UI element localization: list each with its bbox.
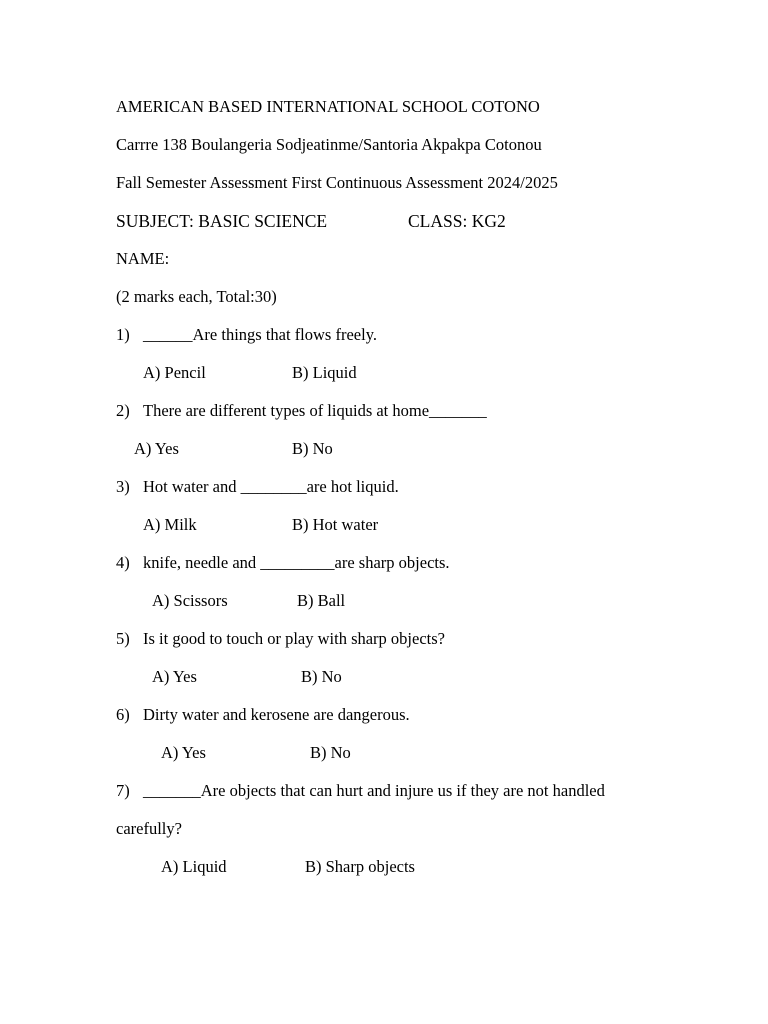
question-number: 1): [116, 325, 130, 344]
option-b: B) Hot water: [292, 515, 379, 534]
question-number: 3): [116, 477, 130, 496]
school-address: Carrre 138 Boulangeria Sodjeatinme/Santoria Akpakpa Cotonou: [116, 135, 542, 154]
class-label: CLASS: KG2: [408, 211, 506, 231]
question-text: Dirty water and kerosene are dangerous.: [143, 705, 410, 724]
option-b: B) No: [292, 439, 333, 458]
option-a: A) Milk: [143, 515, 197, 534]
option-b: B) Sharp objects: [305, 857, 415, 876]
question-number: 5): [116, 629, 130, 648]
option-a: A) Scissors: [152, 591, 228, 610]
option-a: A) Pencil: [143, 363, 206, 382]
question-text: _______Are objects that can hurt and injure us if they are not handled: [143, 781, 605, 800]
question-text: Hot water and ________are hot liquid.: [143, 477, 399, 496]
option-b: B) No: [301, 667, 342, 686]
question-number: 6): [116, 705, 130, 724]
question-text: There are different types of liquids at home_______: [143, 401, 487, 420]
option-b: B) Ball: [297, 591, 346, 610]
assessment-title: Fall Semester Assessment First Continuous Assessment 2024/2025: [116, 173, 558, 192]
option-a: A) Liquid: [161, 857, 227, 876]
option-a: A) Yes: [134, 439, 179, 458]
question-text: knife, needle and _________are sharp objects.: [143, 553, 450, 572]
subject-label: SUBJECT: BASIC SCIENCE: [116, 211, 328, 231]
question-text: ______Are things that flows freely.: [143, 325, 378, 344]
option-b: B) Liquid: [292, 363, 357, 382]
marks-note: (2 marks each, Total:30): [116, 287, 277, 306]
option-b: B) No: [310, 743, 351, 762]
option-a: A) Yes: [152, 667, 197, 686]
question-number: 4): [116, 553, 130, 572]
option-a: A) Yes: [161, 743, 206, 762]
question-text: Is it good to touch or play with sharp objects?: [143, 629, 445, 648]
name-label: NAME:: [116, 249, 170, 268]
question-number: 2): [116, 401, 130, 420]
question-number: 7): [116, 781, 130, 800]
school-name: AMERICAN BASED INTERNATIONAL SCHOOL COTONO: [116, 97, 540, 116]
question-text-continued: carefully?: [116, 819, 182, 838]
